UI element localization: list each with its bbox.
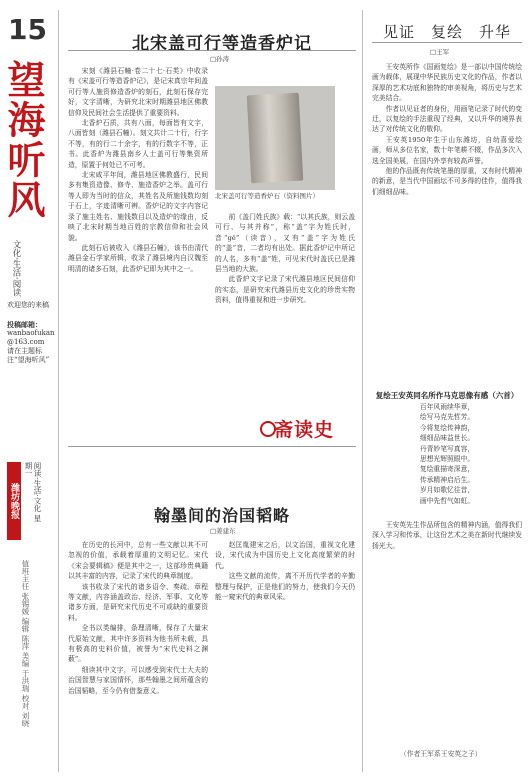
poem-line: 今将复绘传神韵， [419, 423, 475, 432]
article1-rule [68, 50, 356, 51]
paper-tag-sub: 阅读·生活·文化 星期一 [24, 462, 42, 522]
banner-text: 斋读史 [274, 419, 335, 441]
article3-paragraph: 王安英1950年生于山东潍坊，自幼喜爱绘画，师从多位名家，数十年笔耕不辍，作品多次入选全国美展，在国内外享有较高声誉。 [372, 135, 522, 165]
article1-paragraph: 宋刻《潍县石幢·卷二十七·石类》中收录有《宋盖可行等造香炉记》，是记宋真宗年间盖可行等人施资修造香炉的刻石，此刻石保存完好，文字清晰，为研究北宋时期潍县地区佛教信仰及民间社会生活提供了重要资料。 [68, 67, 208, 117]
article3-rule [372, 42, 522, 43]
article2-paragraph: 全书以类编排，条理清晰，保存了大量宋代原始文献，其中许多资料为他书所未载，具有极高的史料价值，被誉为“宋代史料之渊薮”。 [68, 624, 208, 664]
article2-paragraph: 细读其中文字，可以感受到宋代士大夫的治国智慧与家国情怀，那些翰墨之间所蕴含的治国韬略，至今仍有借鉴意义。 [68, 665, 208, 695]
poem-line: 复绘重描寄深意， [419, 465, 475, 474]
article3-signature: （作者王军系王安英之子） [400, 750, 482, 758]
staff-credits: 值班主任 张锡媛 编辑 陈萍 美编 于洪瑞 校对 刘晓 [21, 560, 30, 727]
poem-line: 传承精神启后生。 [419, 475, 475, 484]
contribution-heading: 投稿邮箱： [7, 320, 42, 329]
article1-paragraph: 北香炉石质，共有八面，每面皆有文字，八面皆刻（潍县石幢）。刻文共计二十行，行字不等，有的行二十余字，有的行数字不等，正书。此香炉为潍县南乡人士盖可行等集资所造，原置于何处已不可考。 [68, 119, 208, 169]
article1-column-1 [68, 66, 208, 406]
article2-paragraph: 赵匡胤建宋之后，以文治国，重视文化建设，宋代成为中国历史上文化高度繁荣的时代。 [215, 541, 355, 570]
section-subtitle: 文化·生活·阅读 [11, 240, 21, 297]
article3-paragraph: 王安英所作《国画复绘》是一部以中国传统绘画为载体，展现中华民族历史文化的作品，作者以深厚的艺术功底和独特的审美视角，将历史与艺术完美结合。 [372, 63, 522, 103]
poem-line: 百年风雨续华章， [419, 403, 475, 411]
poem-line: 画中先哲气如虹。 [419, 496, 475, 505]
poem-line: 绘写马克先哲芳。 [419, 413, 475, 422]
section-title: 望海听风 [1, 60, 45, 220]
article2-top-rule [68, 446, 356, 447]
poem-line: 思想光辉照眼中。 [419, 455, 475, 464]
article1-photo-caption: 北宋盖可行等造香炉石（资料图片） [215, 192, 319, 200]
reading-history-banner [260, 409, 350, 443]
poem-line: 丹青妙笔写真容， [419, 444, 475, 453]
article2-column-2 [215, 540, 355, 776]
article2-column-1 [68, 540, 208, 776]
article3-title: 见证 复绘 升华 [382, 23, 511, 41]
page-number: 15 [8, 13, 47, 46]
article1-paragraph: 前《盖门姓氏族》载：“以其氏族，则云盖可行、与其并称”，称“盖”字为姓氏时，音“gě”（读音），又有“盖”字为姓氏的“盖”音，二者均有出处。据此香炉记中所记的人名，多有“盖”姓，可见宋代时盖氏已是潍县当地的大族。 [215, 213, 355, 274]
article1-byline: □孙涛 [210, 55, 230, 63]
poem-line: 细细品味益世长。 [419, 434, 475, 443]
article2-paragraph: 该书收录了宋代的诸多诏令、奏疏、章程等文献，内容涵盖政治、经济、军事、文化等诸多方面，是研究宋代历史不可或缺的重要资料。 [68, 582, 208, 622]
contribution-email-1: wanbaofukan [7, 329, 55, 337]
article3-tail-paragraph: 王安英先生作品所包含的精神内涵，值得我们深入学习和传承，让这份艺术之美在新时代继续发扬光大。 [372, 521, 522, 550]
contribution-email-2: @163.com [7, 338, 45, 346]
column-divider-right [362, 10, 363, 772]
section-tagline: 欢迎您的来稿 [7, 301, 49, 309]
article1-paragraph: 此刻石后被收入《潍县石幢》，该书由清代潍县金石学家所辑，收录了潍县境内自汉魏至明清的诸多石刻，此香炉记即为其中之一。 [68, 243, 208, 273]
contribution-note: 请在主题标注“望海听风” [7, 347, 50, 364]
article1-paragraph: 此香炉文字记录了宋代潍县地区民间信仰的实态，是研究宋代潍县历史文化的珍贵实物资料，值得重视和进一步研究。 [215, 275, 355, 305]
article2-byline: □姜建东 [210, 527, 236, 535]
poem-body [372, 402, 522, 506]
article1-photo [215, 86, 335, 190]
article3-paragraph: 作者以见证者的身份，用画笔记录了时代的变迁，以复绘的手法重现了经典，又以升华的境界表达了对传统文化的敬仰。 [372, 104, 522, 134]
article1-paragraph: 北宋咸平年间，潍县地区佛教盛行，民间多有集资造像、修寺、施造香炉之举。盖可行等人即为当时的信众，其姓名及所施钱数均刻于石上，字迹清晰可辨。香炉记的文字内容记录了施主姓名、施钱数目以及造炉的缘由，反映了北宋时期当地百姓的宗教信仰和社会风貌。 [68, 171, 208, 242]
article3-paragraph: 他的作品既有传统笔墨的厚重，又有时代精神的新意，是当代中国画坛不可多得的佳作，值得我们细细品味。 [372, 167, 522, 196]
incense-burner-stone-image [247, 93, 304, 184]
article3-tail [372, 520, 522, 740]
article3-byline: □王军 [430, 48, 450, 56]
article1-column-2 [215, 212, 355, 402]
article2-paragraph: 在历史的长河中，总有一些文献以其不可忽视的价值，承载着厚重的文明记忆。宋代《宋会要辑稿》便是其中之一，这部珍贵典籍以其丰富的内容，记录了宋代的典章制度。 [68, 541, 208, 581]
article2-paragraph: 这些文献的流传，离不开历代学者的辛勤整理与保护，正是他们的努力，使我们今天仍能一窥宋代的典章风采。 [215, 572, 355, 602]
paper-tag: 潍坊晚报 [7, 462, 21, 540]
poem-title: 复绘王安英同名所作马克思像有感（六首） [375, 391, 519, 400]
contribution-box [7, 320, 55, 365]
article2-title: 翰墨间的治国韬略 [153, 506, 290, 525]
poem-line: 岁月如歌忆往昔， [419, 486, 475, 495]
article3-body [372, 62, 522, 384]
column-divider-left [58, 10, 59, 772]
article1-title: 北宋盖可行等造香炉记 [132, 34, 312, 54]
